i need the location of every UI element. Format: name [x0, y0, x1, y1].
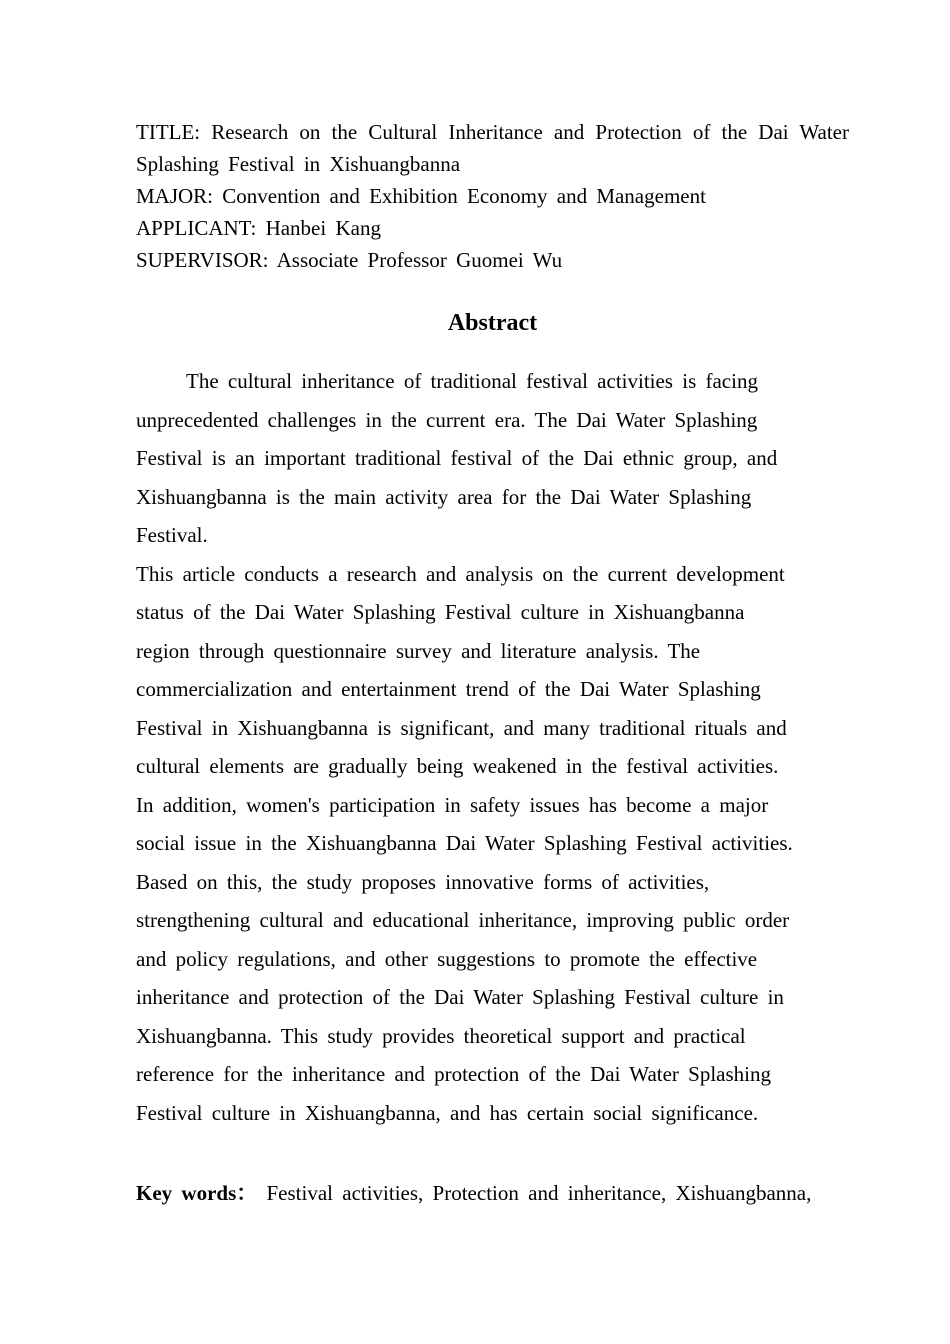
supervisor-line	[136, 244, 849, 276]
major-label: MAJOR:	[136, 184, 214, 208]
title-label: TITLE:	[136, 120, 201, 144]
keywords-line	[136, 1176, 849, 1210]
major-value: Convention and Exhibition Economy and Management	[222, 184, 706, 208]
abstract-line: cultural elements are gradually being weakened in the festival activities.	[136, 754, 779, 778]
abstract-line: region through questionnaire survey and literature analysis. The	[136, 638, 701, 663]
applicant-line	[136, 212, 849, 244]
supervisor-label: SUPERVISOR:	[136, 248, 269, 272]
thesis-metadata	[136, 116, 849, 276]
abstract-line: Festival in Xishuangbanna is significant, and many traditional rituals and	[136, 715, 787, 740]
abstract-line: reference for the inheritance and protection of the Dai Water Splashing	[136, 1062, 772, 1086]
abstract-line: Xishuangbanna is the main activity area for the Dai Water Splashing	[136, 484, 752, 509]
abstract-line: unprecedented challenges in the current era. The Dai Water Splashing	[136, 407, 758, 432]
abstract-line: Festival is an important traditional festival of the Dai ethnic group, and	[136, 446, 778, 470]
thesis-title: Research on the Cultural Inheritance and Protection of the Dai Water Splashing Festival in Xishuangbanna	[136, 120, 849, 176]
abstract-line: strengthening cultural and educational inheritance, improving public order	[136, 908, 790, 932]
abstract-line: inheritance and protection of the Dai Water Splashing Festival culture in	[136, 985, 784, 1009]
abstract-body	[136, 362, 849, 1132]
abstract-line: Festival culture in Xishuangbanna, and has certain social significance.	[136, 1100, 759, 1125]
major-line	[136, 180, 849, 212]
applicant-value: Hanbei Kang	[265, 216, 381, 240]
abstract-line: In addition, women's participation in safety issues has become a major	[136, 792, 769, 817]
abstract-line: The cultural inheritance of traditional festival activities is facing	[186, 369, 758, 393]
abstract-line: status of the Dai Water Splashing Festival culture in Xishuangbanna	[136, 600, 745, 624]
abstract-line: commercialization and entertainment trend of the Dai Water Splashing	[136, 677, 761, 701]
supervisor-value: Associate Professor Guomei Wu	[276, 248, 563, 272]
abstract-heading: Abstract	[447, 310, 538, 336]
title-line	[136, 116, 849, 180]
keywords-text: Festival activities, Protection and inheritance, Xishuangbanna,	[266, 1181, 812, 1205]
abstract-line: social issue in the Xishuangbanna Dai Water Splashing Festival activities.	[136, 831, 793, 855]
abstract-line: This article conducts a research and analysis on the current development	[136, 561, 785, 586]
abstract-line: and policy regulations, and other suggestions to promote the effective	[136, 946, 758, 971]
keywords-label: Key words：	[136, 1181, 258, 1205]
applicant-label: APPLICANT:	[136, 216, 257, 240]
abstract-line: Based on this, the study proposes innovative forms of activities,	[136, 869, 710, 894]
abstract-line: Xishuangbanna. This study provides theoretical support and practical	[136, 1023, 746, 1048]
abstract-line: Festival.	[136, 523, 208, 547]
